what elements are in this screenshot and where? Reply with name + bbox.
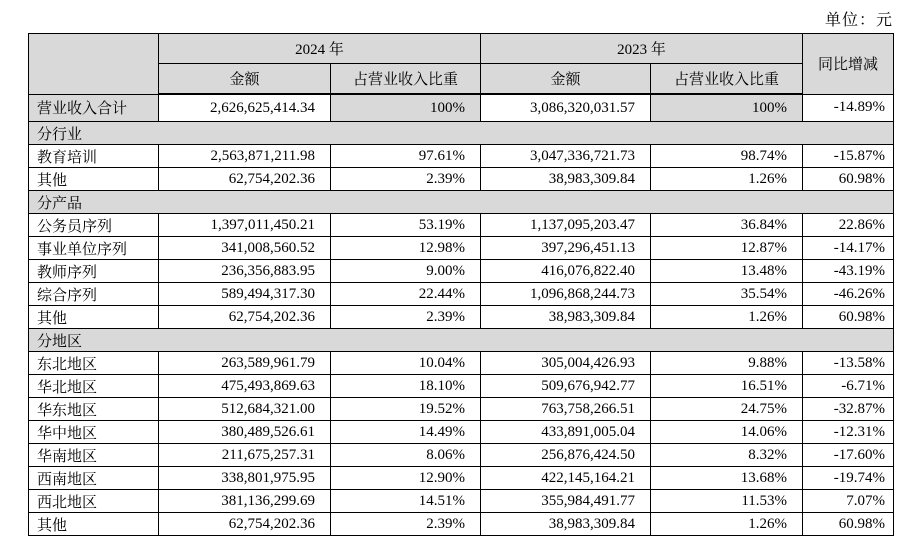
pct-2024-cell: 2.39% [331, 513, 481, 536]
pct-2024-cell: 12.98% [331, 237, 481, 260]
yoy-cell: 60.98% [803, 513, 894, 536]
pct-2024-cell: 10.04% [331, 352, 481, 375]
pct-2024-cell: 100% [331, 94, 481, 122]
yoy-cell: -12.31% [803, 421, 894, 444]
amount-2023-cell: 397,296,451.13 [481, 237, 651, 260]
yoy-cell: -13.58% [803, 352, 894, 375]
row-label-cell: 其他 [29, 513, 159, 536]
row-label-cell: 营业收入合计 [29, 94, 159, 122]
amount-2023-cell: 3,086,320,031.57 [481, 94, 651, 122]
table-row [29, 398, 894, 421]
table-row [29, 94, 894, 122]
pct-2023-cell: 13.68% [651, 467, 803, 490]
yoy-cell: -19.74% [803, 467, 894, 490]
pct-2023-cell: 9.88% [651, 352, 803, 375]
amount-2024-cell: 211,675,257.31 [159, 444, 331, 467]
table-row [29, 283, 894, 306]
table-row [29, 467, 894, 490]
amount-2024-cell: 381,136,299.69 [159, 490, 331, 513]
revenue-breakdown-table [28, 33, 894, 536]
pct-2023-cell: 36.84% [651, 214, 803, 237]
amount-2023-cell: 256,876,424.50 [481, 444, 651, 467]
amount-2023-cell: 305,004,426.93 [481, 352, 651, 375]
pct-2023-cell: 8.32% [651, 444, 803, 467]
section-label: 分产品 [29, 191, 894, 214]
yoy-cell: -17.60% [803, 444, 894, 467]
yoy-cell: -6.71% [803, 375, 894, 398]
pct-2023-cell: 24.75% [651, 398, 803, 421]
amount-2024-cell: 475,493,869.63 [159, 375, 331, 398]
pct-2024-cell: 14.51% [331, 490, 481, 513]
pct-2023-cell: 11.53% [651, 490, 803, 513]
amount-2024-cell: 62,754,202.36 [159, 513, 331, 536]
yoy-cell: 60.98% [803, 168, 894, 191]
yoy-cell: -43.19% [803, 260, 894, 283]
row-label-cell: 教育培训 [29, 145, 159, 168]
pct-2024-cell: 2.39% [331, 168, 481, 191]
pct-2024-cell: 53.19% [331, 214, 481, 237]
pct-2023-cell: 14.06% [651, 421, 803, 444]
amount-2023-cell: 416,076,822.40 [481, 260, 651, 283]
row-label-cell: 公务员序列 [29, 214, 159, 237]
amount-2023-cell: 38,983,309.84 [481, 168, 651, 191]
amount-2024-cell: 62,754,202.36 [159, 306, 331, 329]
amount-2024-cell: 62,754,202.36 [159, 168, 331, 191]
table-row [29, 260, 894, 283]
pct-2024-cell: 12.90% [331, 467, 481, 490]
pct-2023-cell: 1.26% [651, 168, 803, 191]
section-label: 分地区 [29, 329, 894, 352]
pct-2024-cell: 14.49% [331, 421, 481, 444]
amount-2024-cell: 380,489,526.61 [159, 421, 331, 444]
pct-2023-cell: 1.26% [651, 306, 803, 329]
pct-2024-cell: 9.00% [331, 260, 481, 283]
section-divider-row [29, 122, 894, 145]
yoy-cell: -15.87% [803, 145, 894, 168]
yoy-header: 同比增减 [803, 34, 894, 95]
amount-2023-cell: 1,096,868,244.73 [481, 283, 651, 306]
table-row [29, 145, 894, 168]
amount-2024-cell: 341,008,560.52 [159, 237, 331, 260]
pct-2024-cell: 97.61% [331, 145, 481, 168]
amount-2024-header: 金额 [159, 64, 331, 95]
table-row [29, 513, 894, 536]
pct-2023-cell: 13.48% [651, 260, 803, 283]
amount-2023-cell: 38,983,309.84 [481, 306, 651, 329]
amount-2023-cell: 422,145,164.21 [481, 467, 651, 490]
amount-2024-cell: 263,589,961.79 [159, 352, 331, 375]
yoy-cell: 7.07% [803, 490, 894, 513]
amount-2024-cell: 2,626,625,414.34 [159, 94, 331, 122]
header-row-years [29, 34, 894, 64]
pct-2023-cell: 12.87% [651, 237, 803, 260]
row-label-cell: 华北地区 [29, 375, 159, 398]
section-label: 分行业 [29, 122, 894, 145]
table-row [29, 444, 894, 467]
row-label-cell: 华东地区 [29, 398, 159, 421]
pct-2023-cell: 100% [651, 94, 803, 122]
row-label-cell: 东北地区 [29, 352, 159, 375]
amount-2024-cell: 2,563,871,211.98 [159, 145, 331, 168]
table-row [29, 490, 894, 513]
pct-2023-cell: 1.26% [651, 513, 803, 536]
amount-2023-cell: 509,676,942.77 [481, 375, 651, 398]
yoy-cell: -46.26% [803, 283, 894, 306]
amount-2023-header: 金额 [481, 64, 651, 95]
table-row [29, 214, 894, 237]
year-2023-header: 2023 年 [481, 34, 803, 64]
pct-2024-cell: 18.10% [331, 375, 481, 398]
table-row [29, 237, 894, 260]
amount-2023-cell: 433,891,005.04 [481, 421, 651, 444]
pct-2024-cell: 19.52% [331, 398, 481, 421]
table-row [29, 352, 894, 375]
pct-2024-cell: 2.39% [331, 306, 481, 329]
row-label-cell: 华中地区 [29, 421, 159, 444]
table-row [29, 306, 894, 329]
amount-2023-cell: 355,984,491.77 [481, 490, 651, 513]
amount-2024-cell: 338,801,975.95 [159, 467, 331, 490]
pct-2023-cell: 35.54% [651, 283, 803, 306]
table-row [29, 375, 894, 398]
yoy-cell: -14.17% [803, 237, 894, 260]
row-label-cell: 其他 [29, 168, 159, 191]
year-2024-header: 2024 年 [159, 34, 481, 64]
amount-2023-cell: 3,047,336,721.73 [481, 145, 651, 168]
corner-cell [29, 34, 159, 95]
pct-2024-header: 占营业收入比重 [331, 64, 481, 95]
unit-label: 单位：元 [824, 12, 893, 29]
pct-2023-cell: 16.51% [651, 375, 803, 398]
amount-2024-cell: 512,684,321.00 [159, 398, 331, 421]
header-row-metrics [29, 64, 894, 95]
row-label-cell: 西北地区 [29, 490, 159, 513]
amount-2024-cell: 236,356,883.95 [159, 260, 331, 283]
table-row [29, 421, 894, 444]
pct-2023-cell: 98.74% [651, 145, 803, 168]
amount-2024-cell: 1,397,011,450.21 [159, 214, 331, 237]
amount-2024-cell: 589,494,317.30 [159, 283, 331, 306]
amount-2023-cell: 38,983,309.84 [481, 513, 651, 536]
yoy-cell: 22.86% [803, 214, 894, 237]
yoy-cell: -32.87% [803, 398, 894, 421]
amount-2023-cell: 763,758,266.51 [481, 398, 651, 421]
yoy-cell: -14.89% [803, 94, 894, 122]
table-row [29, 168, 894, 191]
pct-2024-cell: 8.06% [331, 444, 481, 467]
pct-2024-cell: 22.44% [331, 283, 481, 306]
row-label-cell: 事业单位序列 [29, 237, 159, 260]
section-divider-row [29, 191, 894, 214]
row-label-cell: 教师序列 [29, 260, 159, 283]
row-label-cell: 其他 [29, 306, 159, 329]
pct-2023-header: 占营业收入比重 [651, 64, 803, 95]
yoy-cell: 60.98% [803, 306, 894, 329]
row-label-cell: 综合序列 [29, 283, 159, 306]
section-divider-row [29, 329, 894, 352]
amount-2023-cell: 1,137,095,203.47 [481, 214, 651, 237]
row-label-cell: 西南地区 [29, 467, 159, 490]
row-label-cell: 华南地区 [29, 444, 159, 467]
